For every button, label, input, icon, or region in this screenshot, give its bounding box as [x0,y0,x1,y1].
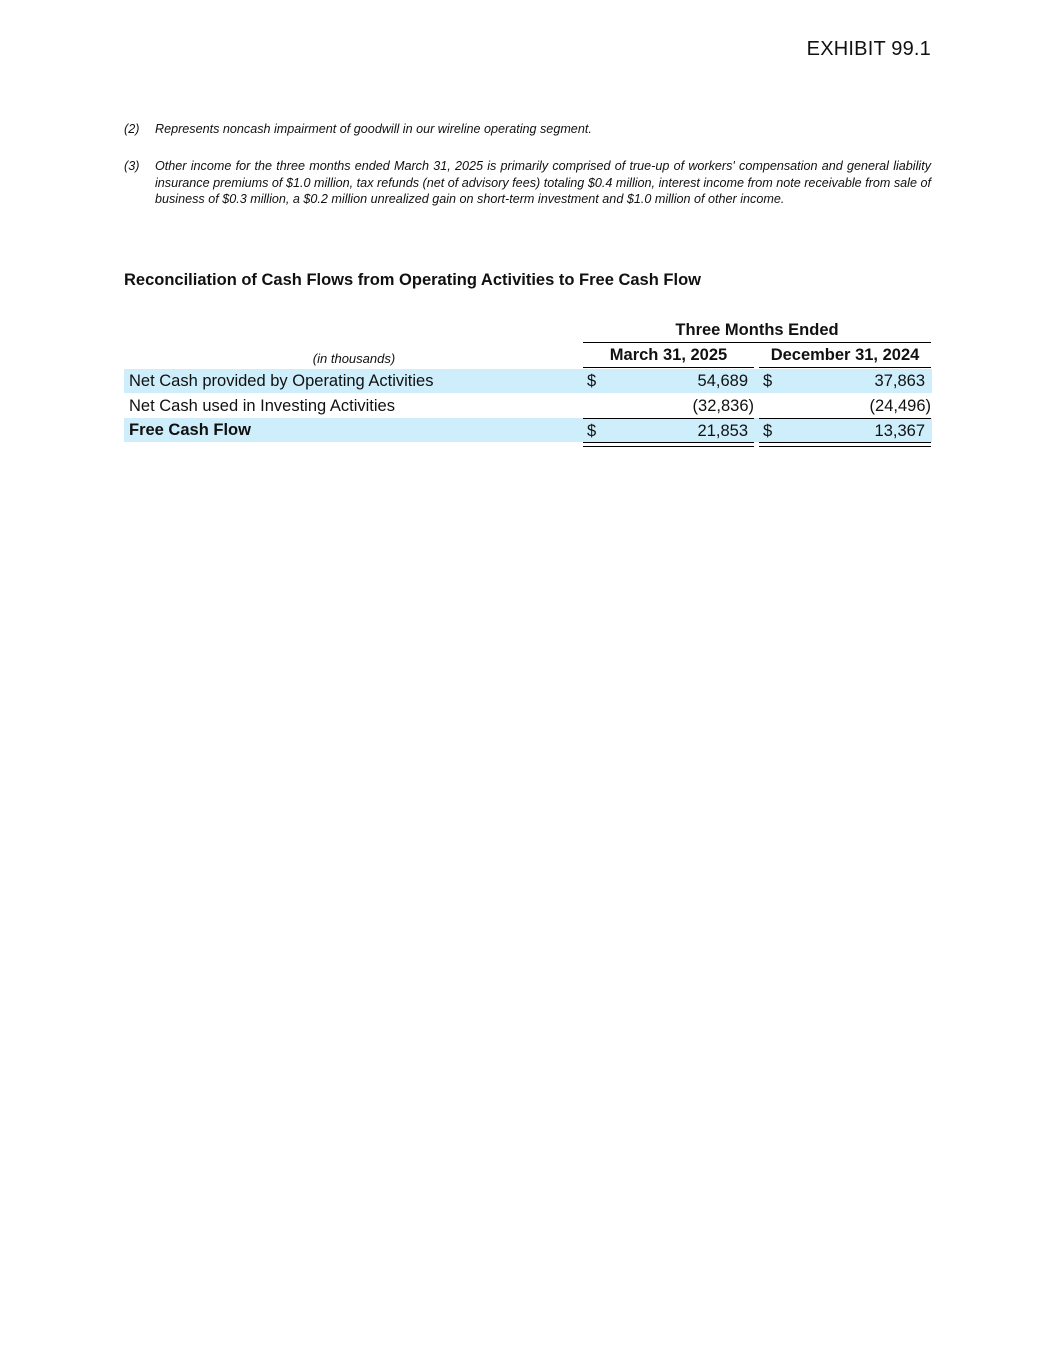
cell-value: 54,689 [697,372,748,390]
footnote-2 [124,121,931,138]
footnote-text: Represents noncash impairment of goodwill in our wireline operating segment. [155,122,592,136]
cell-december-2024 [759,418,931,441]
cell-march-2025 [583,369,754,393]
table-row [124,394,932,418]
column-header-december-2024: December 31, 2024 [759,346,931,368]
section-title: Reconciliation of Cash Flows from Operating Activities to Free Cash Flow [124,271,701,289]
footnote-text: Other income for the three months ended March 31, 2025 is primarily comprised of true-up of workers' compensation and general liability insurance premiums of $1.0 million, tax refunds (net of advisory fees) totaling $0.4 million, interest income from note receivable from sale of business of $0.3 million, a $0.2 million unrealized gain on short-term investment and $1.0 million of other income. [155,159,931,206]
cell-value: 37,863 [874,372,925,390]
cell-value: (32,836) [692,397,754,415]
footnote-3 [124,158,931,208]
double-underline [583,442,754,447]
cell-march-2025 [583,418,754,441]
double-underline [759,442,931,447]
row-label: Free Cash Flow [129,421,251,439]
row-label: Net Cash used in Investing Activities [129,397,395,415]
cell-march-2025 [583,394,754,418]
units-label: (in thousands) [312,351,396,366]
cell-value: (24,496) [869,397,931,415]
row-label: Net Cash provided by Operating Activities [129,372,434,390]
cell-value: 21,853 [697,422,748,440]
table-row [124,369,932,393]
currency-symbol: $ [587,422,597,440]
currency-symbol: $ [587,372,597,390]
currency-symbol: $ [763,422,773,440]
footnote-number: (3) [124,159,140,173]
group-header: Three Months Ended [583,321,931,343]
cell-december-2024 [759,369,931,393]
column-header-march-2025: March 31, 2025 [583,346,754,368]
cell-value: 13,367 [874,422,925,440]
cell-december-2024 [759,394,931,418]
exhibit-label: EXHIBIT 99.1 [806,38,931,60]
footnote-number: (2) [124,122,140,136]
table-row-total [124,418,932,442]
currency-symbol: $ [763,372,773,390]
